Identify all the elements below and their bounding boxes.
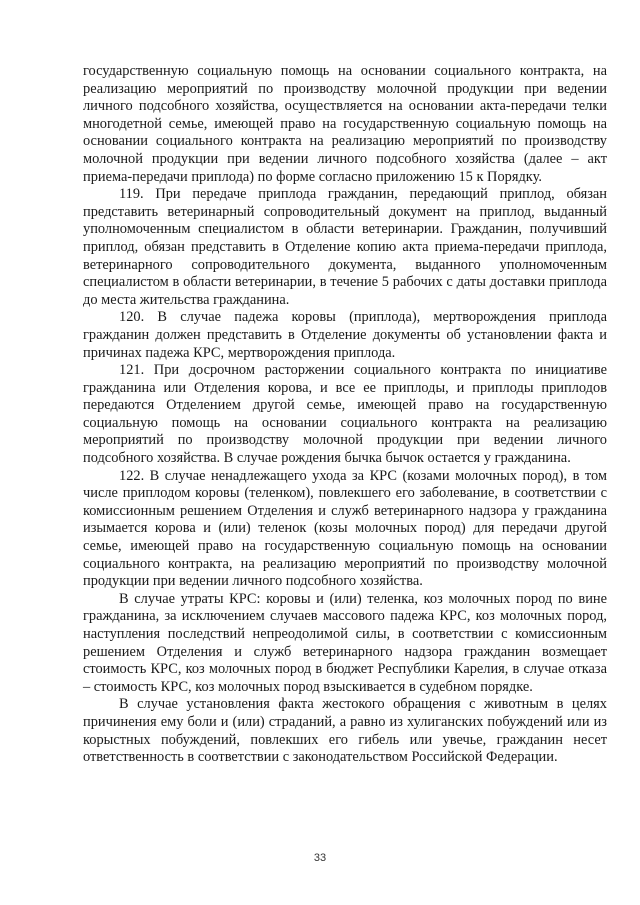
document-body (83, 63, 607, 767)
page-number: 33 (313, 852, 327, 864)
paragraph-loss-compensation: В случае утраты КРС: коровы и (или) теленка, коз молочных пород по вине гражданина, за исключением случаев массового падежа КРС, коз молочных пород, наступления последствий непреодолимой силы, в соответствии с комиссионным решением Отделения и служб ветеринарного надзора гражданин возмещает стоимость КРС, коз молочных пород в бюджет Республики Карелия, в случае отказа – стоимость КРС, коз молочных пород взыскивается в судебном порядке. (83, 590, 607, 695)
paragraph-120: 120. В случае падежа коровы (приплода), мертворождения приплода гражданин должен представить в Отделение документы об установлении факта и причинах падежа КРС, мертворождения приплода. (83, 309, 607, 361)
paragraph-119: 119. При передаче приплода гражданин, передающий приплод, обязан представить ветеринарный сопроводительный документ на приплод, выданный уполномоченным специалистом в области ветеринарии. Гражданин, получивший приплод, обязан представить в Отделение копию акта приема-передачи приплода, ветеринарного сопроводительного документа, выданного уполномоченным специалистом в области ветеринарии, в течение 5 рабочих с даты доставки приплода до места жительства гражданина. (83, 186, 607, 308)
paragraph-121: 121. При досрочном расторжении социального контракта по инициативе гражданина или Отделения корова, и все ее приплоды, и приплоды приплодов передаются Отделением другой семье, имеющей право на государственную социальную помощь на основании социального контракта на реализацию мероприятий по производству молочной продукции при ведении личного подсобного хозяйства. В случае рождения бычка бычок остается у гражданина. (83, 362, 607, 467)
paragraph-122: 122. В случае ненадлежащего ухода за КРС (козами молочных пород), в том числе приплодом коровы (теленком), повлекшего его заболевание, в соответствии с комиссионным решением Отделения и служб ветеринарного надзора у гражданина изымается корова и (или) теленок (козы молочных пород) для передачи другой семье, имеющей право на государственную социальную помощь на основании социального контракта, на реализацию мероприятий по производству молочной продукции при ведении личного подсобного хозяйства. (83, 467, 607, 590)
paragraph-continuation: государственную социальную помощь на основании социального контракта, на реализацию мероприятий по производству молочной продукции при ведении личного подсобного хозяйства, осуществляется на основании акта-передачи телки многодетной семье, имеющей право на государственную социальную помощь на основании социального контракта на реализацию мероприятий по производству молочной продукции при ведении личного подсобного хозяйства (далее – акт приема-передачи приплода) по форме согласно приложению 15 к Порядку. (83, 63, 607, 185)
paragraph-cruelty-liability: В случае установления факта жестокого обращения с животным в целях причинения ему боли и (или) страданий, а равно из хулиганских побуждений или из корыстных побуждений, повлекших его гибель или увечье, гражданин несет ответственность в соответствии с законодательством Российской Федерации. (83, 696, 607, 766)
